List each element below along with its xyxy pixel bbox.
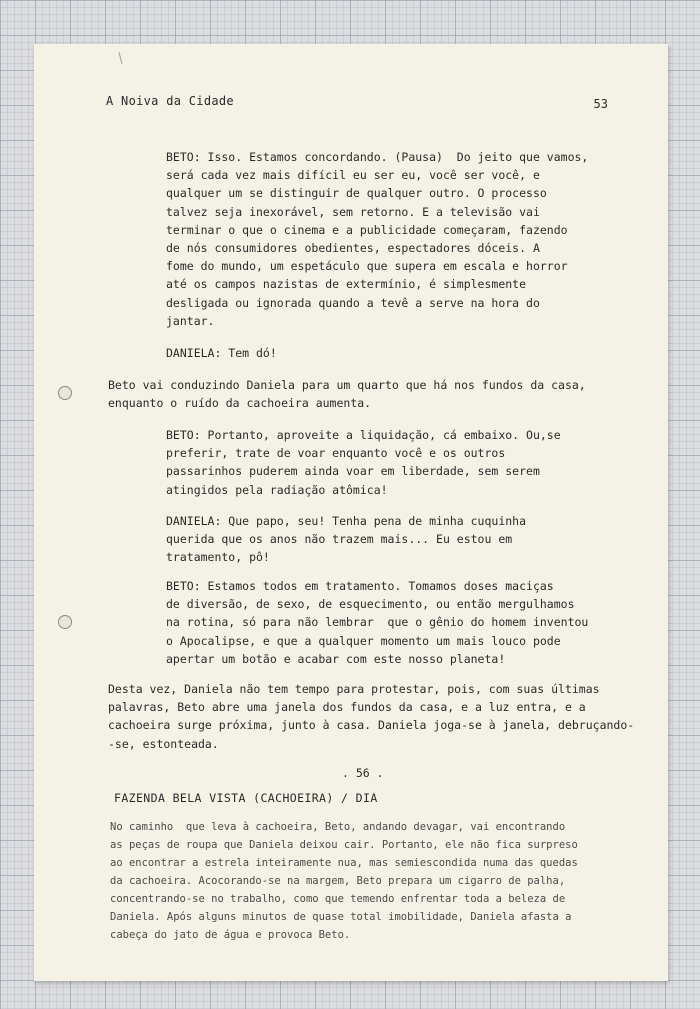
- punch-hole-icon: [58, 386, 72, 400]
- page-number: 53: [593, 97, 608, 111]
- punch-hole-icon: [58, 615, 72, 629]
- script-page: [34, 44, 668, 981]
- dialogue-daniela-1: DANIELA: Tem dó!: [166, 346, 277, 360]
- action-paragraph-2: Desta vez, Daniela não tem tempo para protestar, pois, com suas últimas palavras, Beto abre uma janela dos fundos da casa, e a luz entra, e a cachoeira surge próxima, junto à casa. Daniela joga-se à janela, debruçando- -se, estonteada.: [108, 682, 635, 751]
- action-paragraph-1: Beto vai conduzindo Daniela para um quarto que há nos fundos da casa, enquanto o ruído da cachoeira aumenta.: [108, 378, 586, 411]
- pencil-mark: [118, 52, 122, 64]
- page-header-title: A Noiva da Cidade: [106, 94, 234, 108]
- action-paragraph-3: No caminho que leva à cachoeira, Beto, andando devagar, vai encontrando as peças de roupa que Daniela deixou cair. Portanto, ele não fica surpreso ao encontrar a estrela inteiramente nua, mas semiescondida numa das quedas da cachoeira. Acocorando-se na margem, Beto prepara um cigarro de palha, concentrando-se no trabalho, como que temendo enfrentar toda a beleza de Daniela. Após alguns minutos de quase total imobilidade, Daniela afasta a cabeça do jato de água e provoca Beto.: [110, 821, 578, 941]
- dialogue-beto-3: BETO: Estamos todos em tratamento. Tomamos doses maciças de diversão, de sexo, de esquecimento, ou então mergulhamos na rotina, só para não lembrar que o gênio do homem inventou o Apocalipse, e que a qualquer momento um mais louco pode apertar um botão e acabar com este nosso planeta!: [166, 579, 589, 666]
- dialogue-beto-1: BETO: Isso. Estamos concordando. (Pausa) Do jeito que vamos, será cada vez mais difícil eu ser eu, você ser você, e qualquer um se distinguir de qualquer outro. O processo talvez seja inexorável, sem retorno. E a televisão vai terminar o que o cinema e a publicidade começaram, fazendo de nós consumidores obedientes, espectadores dóceis. A fome do mundo, um espetáculo que supera em escala e horror até os campos nazistas de extermínio, é simplesmente desligada ou ignorada quando a tevê a serve na hora do jantar.: [166, 150, 589, 328]
- dialogue-beto-2: BETO: Portanto, aproveite a liquidação, cá embaixo. Ou,se preferir, trate de voar enquanto você e os outros passarinhos puderem ainda voar em liberdade, sem serem atingidos pela radiação atômica!: [166, 428, 561, 497]
- dialogue-daniela-2: DANIELA: Que papo, seu! Tenha pena de minha cuquinha querida que os anos não trazem mais... Eu estou em tratamento, pô!: [166, 514, 527, 565]
- scene-heading: FAZENDA BELA VISTA (CACHOEIRA) / DIA: [114, 791, 378, 805]
- scene-number: . 56 .: [342, 766, 384, 780]
